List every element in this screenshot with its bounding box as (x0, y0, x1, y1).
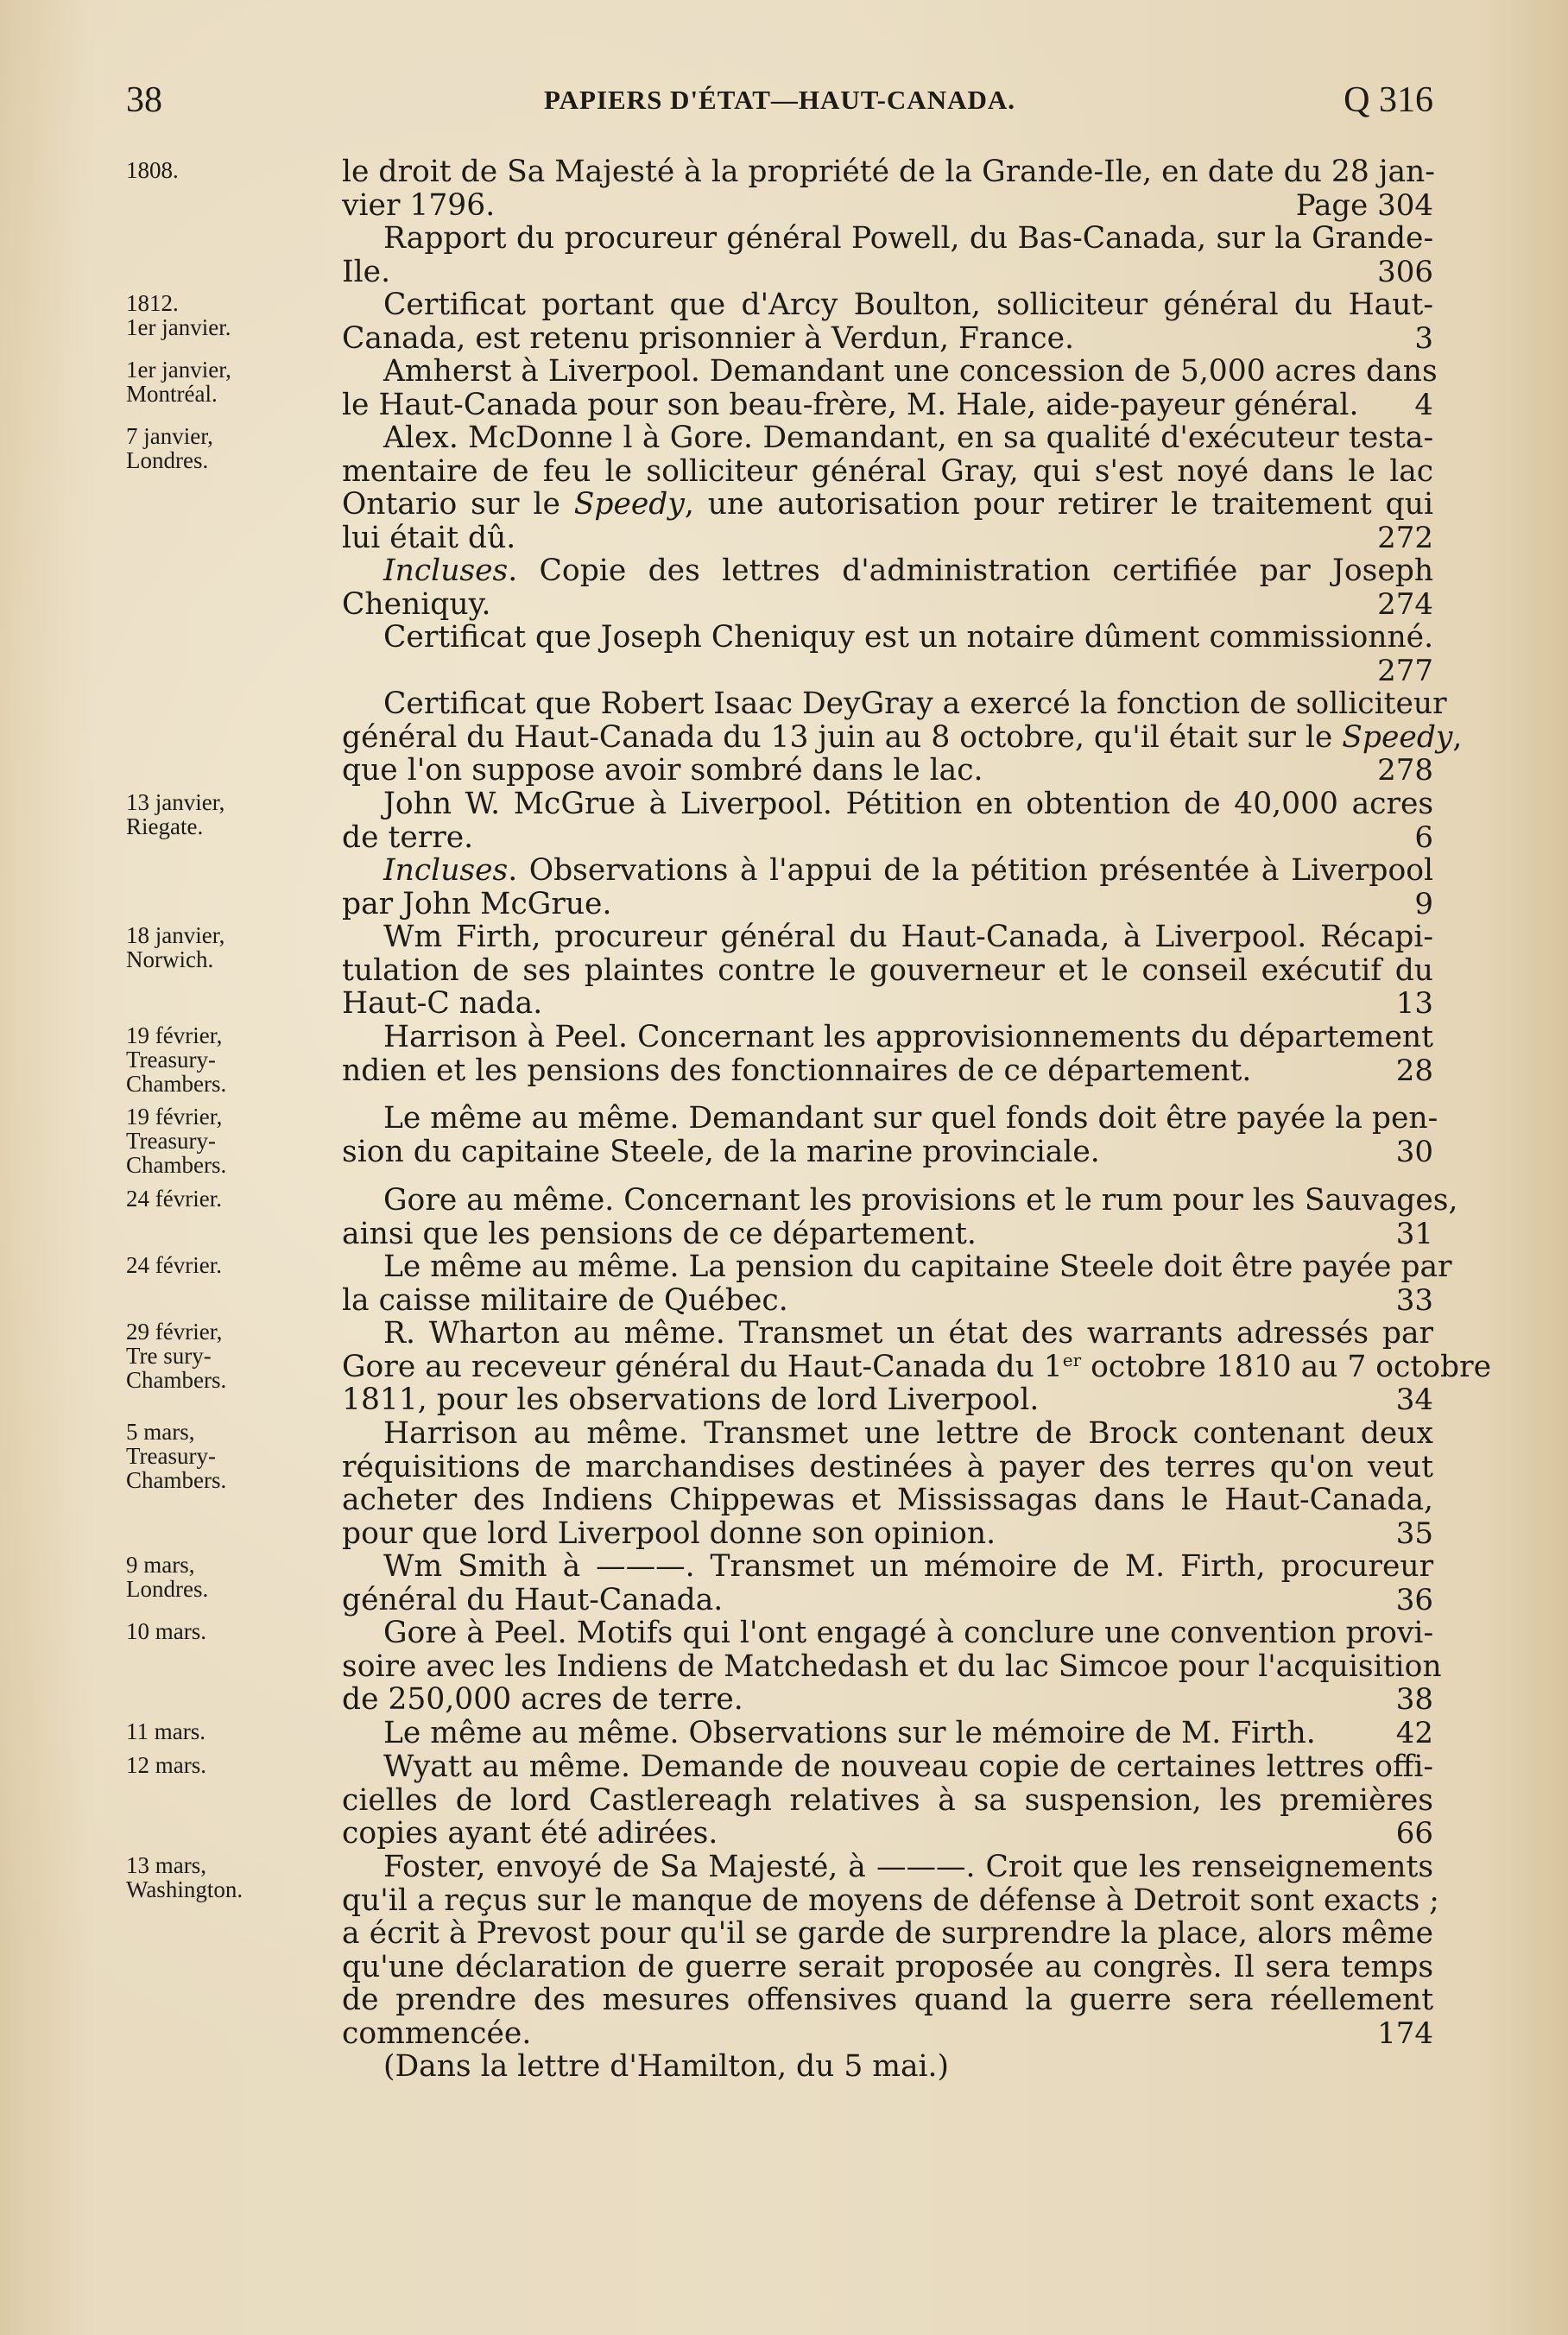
text-line: Le même au même. Demandant sur quel fonds doit être payée la pen- (383, 1101, 1438, 1136)
text-line (342, 655, 1433, 688)
entry-text (342, 1021, 1433, 1087)
text-line: de prendre des mesures offensives quand la guerre sera réellement (342, 1983, 1434, 2017)
page-reference: 278 (1377, 753, 1433, 788)
entry-date: 29 février, Tre sury- Chambers. (126, 1319, 227, 1393)
text-line: Amherst à Liverpool. Demandant une concession de 5,000 acres dans (383, 354, 1438, 389)
text-line: Canada, est retenu prisonnier à Verdun, France. 3 (342, 320, 1433, 356)
entry-text (342, 687, 1463, 788)
entry-text (342, 1717, 1433, 1750)
text-line: Wyatt au même. Demande de nouveau copie de certaines lettres offi- (383, 1750, 1434, 1784)
entry-text (342, 2050, 1433, 2084)
text-line: lui était dû. 272 (342, 520, 1433, 555)
text-line: ndien et les pensions des fonctionnaires de ce département. 28 (342, 1053, 1433, 1088)
text-line: Certificat portant que d'Arcy Boulton, solliciteur général du Haut- (383, 288, 1433, 322)
text-line: Certificat que Robert Isaac DeyGray a exercé la fonction de solliciteur (383, 687, 1447, 721)
page-reference: Page 304 (1295, 187, 1433, 223)
text-line: a écrit à Prevost pour qu'il se garde de surprendre la place, alors même (342, 1916, 1434, 1951)
text-line: Ile. 306 (342, 254, 1433, 289)
entry-date: 7 janvier, Londres. (126, 423, 213, 473)
entry-text (342, 1250, 1452, 1318)
text-line: réquisitions de marchandises destinées à payer des terres qu'on veut (342, 1449, 1434, 1484)
text-line: sion du capitaine Steele, de la marine provinciale. 30 (342, 1134, 1433, 1169)
text-line: commencée. 174 (342, 2015, 1433, 2051)
entry-text (342, 1850, 1439, 2051)
entry-date: 5 mars, Treasury- Chambers. (126, 1419, 227, 1493)
text-line: Ontario sur le Speedy, une autorisation pour retirer le traitement qui (342, 487, 1434, 522)
text-line: Rapport du procureur général Powell, du Bas-Canada, sur la Grande- (383, 221, 1434, 256)
entry-date: 1er janvier, Montréal. (126, 357, 231, 407)
entry-date: 19 février, Treasury- Chambers. (126, 1022, 227, 1097)
entry-date: 9 mars, Londres. (126, 1552, 209, 1602)
page-reference: 35 (1395, 1516, 1433, 1551)
entry-text (342, 1616, 1442, 1717)
text-line: Le même au même. Observations sur le mémoire de M. Firth. 42 (383, 1716, 1433, 1750)
page-reference: 6 (1414, 819, 1433, 855)
page-reference: 28 (1395, 1053, 1433, 1088)
page-header (126, 79, 1433, 123)
text-line: mentaire de feu le solliciteur général Gray, qui s'est noyé dans le lac (342, 453, 1434, 489)
page-reference: 3 (1414, 320, 1433, 356)
entry-text (342, 421, 1433, 554)
entry-date: 24 février. (126, 1252, 222, 1278)
text-line: de terre. 6 (342, 819, 1433, 855)
text-line: qu'il a reçus sur le manque de moyens de défense à Detroit sont exacts ; (342, 1883, 1439, 1918)
entry-text (342, 854, 1433, 921)
text-line: de 250,000 acres de terre. 38 (342, 1682, 1433, 1717)
page-reference: 274 (1377, 586, 1433, 622)
entry-date: 18 janvier, Norwich. (126, 922, 225, 972)
entry-text (342, 1183, 1458, 1251)
text-line: Alex. McDonne l à Gore. Demandant, en sa qualité d'exécuteur testa- (383, 421, 1434, 455)
entry-text (342, 354, 1438, 422)
entry-date: 1812. 1er janvier. (126, 290, 231, 340)
entry-text (342, 155, 1433, 222)
text-line: Gore au même. Concernant les provisions et le rum pour les Sauvages, (383, 1183, 1458, 1218)
text-line: Gore au receveur général du Haut-Canada du 1er octobre 1810 au 7 octobre (342, 1349, 1492, 1384)
entry-date: 12 mars. (126, 1752, 206, 1778)
entry-text (342, 921, 1433, 1021)
text-line: acheter des Indiens Chippewas et Mississagas dans le Haut-Canada, (342, 1483, 1433, 1517)
entry-text (342, 1101, 1438, 1169)
entry-text (342, 1316, 1492, 1417)
text-line: général du Haut-Canada du 13 juin au 8 octobre, qu'il était sur le Speedy, (342, 719, 1463, 755)
entry-text (342, 554, 1433, 621)
text-line: Cheniquy. 274 (342, 586, 1433, 622)
reference-number: Q 316 (1344, 80, 1433, 120)
text-line: Harrison au même. Transmet une lettre de Brock contenant deux (383, 1416, 1433, 1451)
text-line: tulation de ses plaintes contre le gouverneur et le conseil exécutif du (342, 952, 1433, 988)
entry-date: 1808. (126, 157, 179, 183)
entry-date: 24 février. (126, 1186, 222, 1212)
entry-date: 13 janvier, Riegate. (126, 789, 225, 839)
running-title: PAPIERS D'ÉTAT—HAUT-CANADA. (543, 85, 1015, 115)
text-line: R. Wharton au même. Transmet un état des warrants adressés par (383, 1316, 1434, 1351)
entry-date: 11 mars. (126, 1718, 205, 1744)
entry-text (342, 1750, 1433, 1851)
text-line: Le même au même. La pension du capitaine Steele doit être payée par (383, 1250, 1452, 1284)
text-line: (Dans la lettre d'Hamilton, du 5 mai.) (383, 2049, 949, 2084)
text-line: copies ayant été adirées. 66 (342, 1816, 1433, 1851)
entry-date: 10 mars. (126, 1618, 206, 1644)
entry-text (342, 222, 1433, 288)
entry-date: 19 février, Treasury- Chambers. (126, 1104, 227, 1178)
text-line: Certificat que Joseph Cheniquy est un notaire dûment commissionné. (383, 620, 1434, 655)
text-line: général du Haut-Canada. 36 (342, 1582, 1433, 1617)
page-reference: 30 (1395, 1134, 1433, 1169)
entry-date: 13 mars, Washington. (126, 1852, 243, 1902)
text-line: John W. McGrue à Liverpool. Pétition en obtention de 40,000 acres (383, 787, 1434, 821)
page-reference: 4 (1414, 387, 1433, 422)
text-line: Harrison à Peel. Concernant les approvisionnements du département (383, 1020, 1434, 1054)
text-line: Incluses. Copie des lettres d'administration certifiée par Joseph (383, 554, 1434, 588)
text-line: pour que lord Liverpool donne son opinion. 35 (342, 1516, 1433, 1551)
page-reference: 33 (1395, 1282, 1433, 1318)
page-reference: 38 (1395, 1682, 1433, 1717)
page-reference: 277 (1377, 653, 1433, 688)
entry-text (342, 621, 1433, 687)
text-line: vier 1796. Page 304 (342, 187, 1433, 223)
page-reference: 13 (1395, 986, 1433, 1021)
page-reference: 9 (1414, 886, 1433, 921)
entry-text (342, 788, 1433, 854)
text-line: ainsi que les pensions de ce département. 31 (342, 1216, 1433, 1251)
text-line: que l'on suppose avoir sombré dans le lac. 278 (342, 753, 1433, 788)
page-reference: 66 (1395, 1816, 1433, 1851)
text-line: qu'une déclaration de guerre serait proposée au congrès. Il sera temps (342, 1949, 1434, 1984)
entry-text (342, 288, 1433, 355)
page-reference: 42 (1395, 1716, 1433, 1750)
text-line: Foster, envoyé de Sa Majesté, à ———. Croit que les renseignements (383, 1850, 1434, 1884)
page-reference: 306 (1377, 254, 1433, 289)
text-line: le Haut-Canada pour son beau-frère, M. Hale, aide-payeur général. 4 (342, 387, 1433, 422)
text-line: par John McGrue. 9 (342, 886, 1433, 921)
page-reference: 34 (1395, 1383, 1433, 1417)
page-reference: 272 (1377, 520, 1433, 555)
text-line: cielles de lord Castlereagh relatives à sa suspension, les premières (342, 1782, 1433, 1818)
text-line: soire avec les Indiens de Matchedash et du lac Simcoe pour l'acquisition (342, 1648, 1442, 1684)
text-line: la caisse militaire de Québec. 33 (342, 1282, 1433, 1318)
text-line: Wm Firth, procureur général du Haut-Canada, à Liverpool. Récapi- (383, 920, 1434, 954)
text-line: Haut-C nada. 13 (342, 986, 1433, 1021)
page-reference: 31 (1395, 1216, 1433, 1251)
text-line: Wm Smith à ———. Transmet un mémoire de M. Firth, procureur (383, 1549, 1434, 1584)
page-reference: 174 (1377, 2015, 1433, 2051)
text-line: Incluses. Observations à l'appui de la pétition présentée à Liverpool (383, 853, 1434, 888)
text-line: le droit de Sa Majesté à la propriété de la Grande-Ile, en date du 28 jan- (342, 155, 1435, 189)
text-line: Gore à Peel. Motifs qui l'ont engagé à conclure une convention provi- (383, 1616, 1434, 1650)
page-reference: 36 (1395, 1582, 1433, 1617)
entry-text (342, 1550, 1433, 1617)
entry-text (342, 1417, 1433, 1550)
page-number: 38 (126, 80, 162, 120)
text-line: 1811, pour les observations de lord Liverpool. 34 (342, 1383, 1433, 1417)
